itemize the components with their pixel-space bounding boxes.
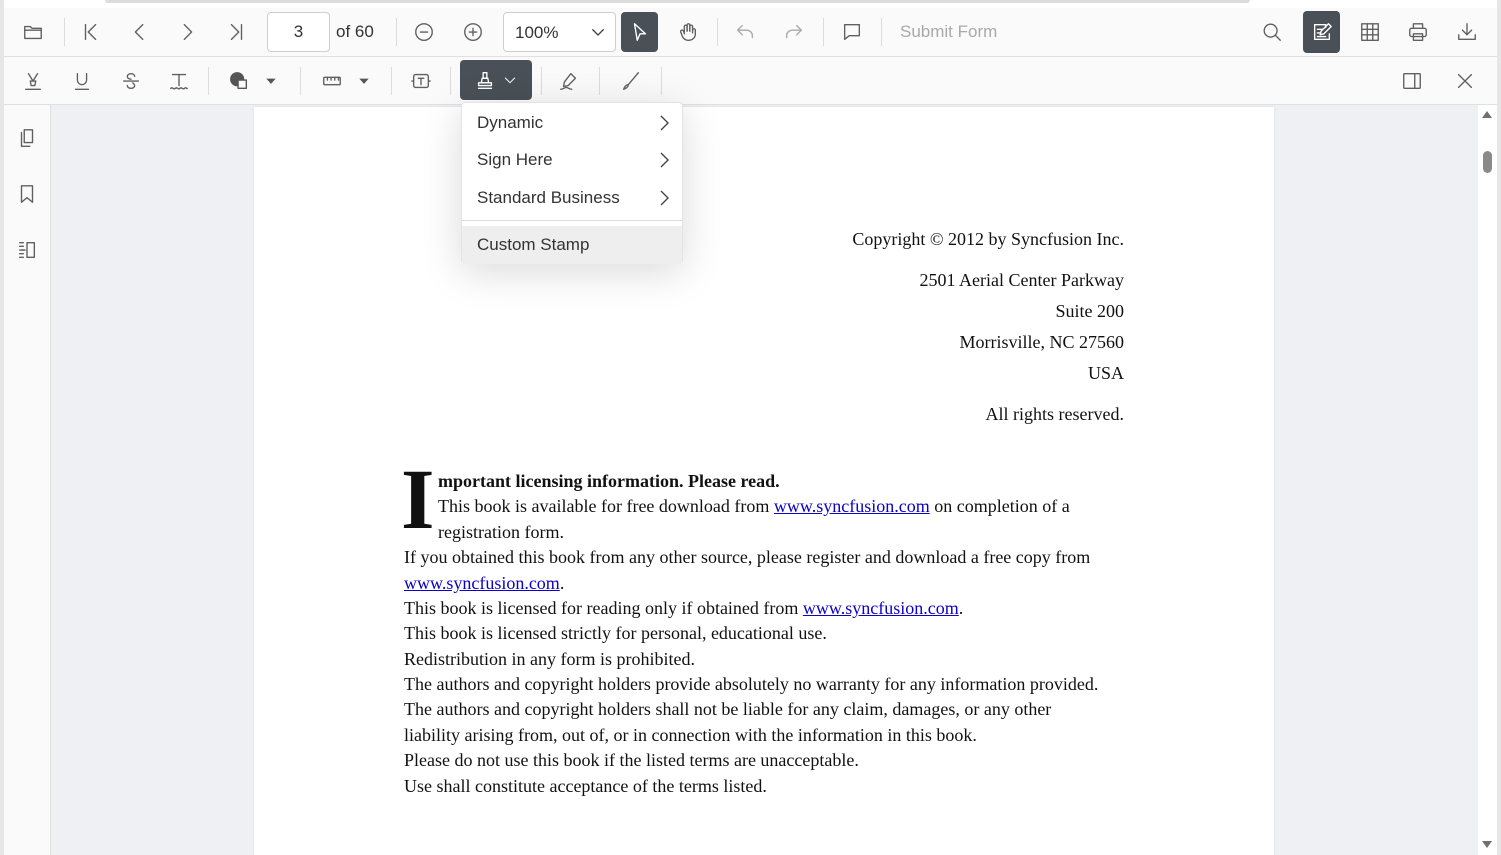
menu-item-custom-stamp[interactable] [462, 226, 682, 264]
chevron-down-icon [502, 72, 518, 88]
submit-form-button[interactable]: Submit Form [900, 22, 998, 41]
toolbar-separator [599, 67, 600, 95]
body-line: The authors and copyright holders provide absolutely no warranty for any information provided. [404, 674, 1099, 694]
first-page-icon[interactable] [74, 12, 108, 52]
toolbar-separator [717, 18, 718, 46]
copyright-line: Copyright © 2012 by Syncfusion Inc. [852, 229, 1124, 249]
toolbar-separator [300, 67, 301, 95]
underline-icon[interactable] [65, 61, 99, 101]
chevron-right-icon [656, 151, 672, 169]
syncfusion-link[interactable]: www.syncfusion.com [802, 598, 959, 618]
drop-cap: I [401, 451, 435, 547]
close-icon[interactable] [1448, 61, 1482, 101]
ink-icon[interactable] [614, 61, 648, 101]
address-line: USA [1087, 363, 1124, 383]
chevron-right-icon [656, 189, 672, 207]
annotation-edit-icon[interactable] [1303, 11, 1340, 53]
page-count-label: of 60 [336, 22, 374, 41]
main-toolbar [4, 8, 1497, 57]
page-number-input[interactable]: 3 [267, 12, 330, 52]
squiggly-icon[interactable] [162, 61, 196, 101]
bookmark-icon[interactable] [10, 176, 44, 212]
scroll-down-arrow-icon[interactable] [1482, 841, 1492, 848]
scroll-thumb[interactable] [1483, 151, 1492, 173]
chevron-right-icon [656, 114, 672, 132]
signature-icon[interactable] [552, 61, 586, 101]
rights-line: All rights reserved. [985, 404, 1124, 424]
body-line [404, 598, 963, 619]
pan-hand-icon[interactable] [671, 12, 705, 52]
previous-page-icon[interactable] [123, 12, 157, 52]
zoom-out-icon[interactable] [407, 12, 441, 52]
scroll-up-arrow-icon[interactable] [1482, 111, 1492, 118]
document-viewport[interactable] [51, 105, 1478, 855]
address-line: Suite 200 [1055, 301, 1124, 321]
syncfusion-link[interactable]: www.syncfusion.com [404, 573, 560, 593]
print-icon[interactable] [1401, 12, 1435, 52]
body-line: Redistribution in any form is prohibited. [404, 649, 695, 669]
page-thumbnails-icon[interactable] [10, 120, 44, 156]
text-span: This book is licensed for reading only if obtained from [404, 598, 803, 618]
toolbar-separator [661, 67, 662, 95]
body-line: The authors and copyright holders shall not be liable for any claim, damages, or any other [404, 699, 1052, 719]
toolbar-separator [541, 67, 542, 95]
organize-pages-icon[interactable] [10, 232, 44, 268]
body-line: If you obtained this book from any other source, please register and download a free copy from [404, 547, 1091, 567]
vertical-scrollbar[interactable] [1478, 105, 1497, 855]
toolbar-separator [391, 67, 392, 95]
toolbar-separator [64, 18, 65, 46]
search-icon[interactable] [1255, 12, 1289, 52]
menu-item-label: Standard Business [477, 188, 620, 207]
address-line: 2501 Aerial Center Parkway [919, 270, 1124, 290]
browser-tab-edge [105, 0, 1250, 3]
menu-item-label: Dynamic [477, 113, 544, 132]
download-icon[interactable] [1450, 12, 1484, 52]
stamp-icon[interactable] [460, 60, 532, 100]
text-span: . [958, 598, 964, 618]
syncfusion-link[interactable]: www.syncfusion.com [773, 496, 930, 516]
redo-icon[interactable] [777, 12, 811, 52]
toolbar-separator [881, 18, 882, 46]
body-line: This book is licensed strictly for personal, educational use. [404, 623, 827, 643]
body-line: liability arising from, out of, or in connection with the information in this book. [404, 725, 977, 745]
text-span: This book is available for free download from [438, 496, 774, 516]
body-line: registration form. [438, 522, 564, 542]
navigation-sidebar [4, 105, 51, 855]
chevron-down-icon [589, 23, 607, 41]
toolbar-separator [208, 67, 209, 95]
menu-item-dynamic[interactable] [462, 104, 682, 142]
address-line: Morrisville, NC 27560 [959, 332, 1124, 352]
toolbar-separator [396, 18, 397, 46]
menu-item-standard-business[interactable] [462, 179, 682, 217]
body-line [404, 573, 564, 594]
measure-icon[interactable] [315, 61, 349, 101]
zoom-dropdown[interactable] [503, 12, 616, 52]
select-cursor-icon[interactable] [621, 12, 658, 52]
last-page-icon[interactable] [219, 12, 253, 52]
body-line: Please do not use this book if the listed terms are unacceptable. [404, 750, 859, 770]
text-span: on completion of a [929, 496, 1070, 516]
toolbar-separator [450, 67, 451, 95]
chevron-down-icon[interactable] [353, 65, 375, 97]
undo-icon[interactable] [728, 12, 762, 52]
comment-icon[interactable] [835, 12, 869, 52]
menu-item-sign-here[interactable] [462, 141, 682, 179]
zoom-value: 100% [515, 23, 559, 42]
window-frame-right [1497, 0, 1501, 855]
shape-icon[interactable] [224, 61, 254, 101]
body-line [438, 496, 1070, 517]
toolbar-separator [823, 18, 824, 46]
menu-item-label: Sign Here [477, 150, 553, 169]
comment-panel-icon[interactable] [1395, 61, 1429, 101]
pdf-page [254, 107, 1274, 855]
zoom-in-icon[interactable] [456, 12, 490, 52]
free-text-icon[interactable] [404, 61, 438, 101]
text-span: . [559, 573, 565, 593]
highlight-icon[interactable] [16, 61, 50, 101]
chevron-down-icon[interactable] [260, 65, 282, 97]
next-page-icon[interactable] [170, 12, 204, 52]
strikethrough-icon[interactable] [114, 61, 148, 101]
body-line: Use shall constitute acceptance of the terms listed. [404, 776, 767, 796]
license-heading: mportant licensing information. Please read. [438, 471, 780, 491]
menu-item-label: Custom Stamp [477, 235, 590, 254]
open-folder-icon[interactable] [16, 12, 50, 52]
stamp-dropdown-menu [461, 102, 683, 264]
annotation-toolbar [4, 57, 1497, 105]
menu-separator [462, 220, 682, 221]
form-designer-icon[interactable] [1353, 12, 1387, 52]
